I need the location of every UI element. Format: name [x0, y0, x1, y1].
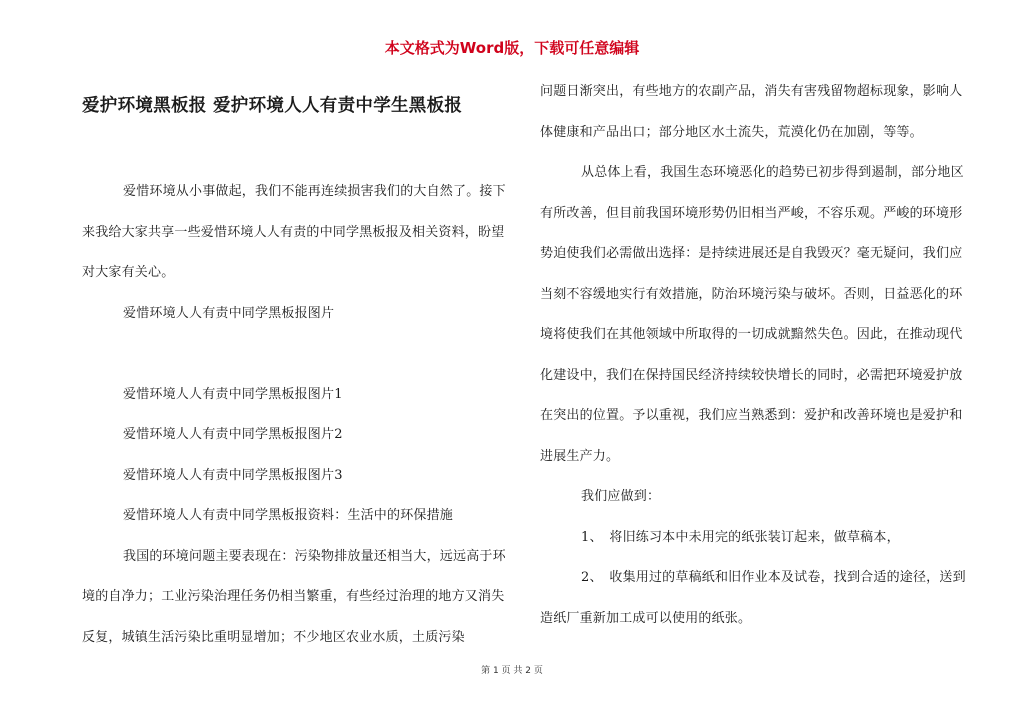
list-item-2: 2、 收集用过的草稿纸和旧作业本及试卷，找到合适的途径，送到造纸厂重新加工成可以使用的纸张。: [540, 570, 966, 626]
page-number-footer: 第 1 页 共 2 页: [481, 666, 543, 676]
edit-notice-banner: 本文格式为Word版，下载可任意编辑: [384, 39, 640, 57]
right-column: [540, 72, 968, 639]
left-column: [82, 172, 512, 658]
problems-paragraph: 我国的环境问题主要表现在：污染物排放量还相当大，远远高于环境的自净力；工业污染治理任务仍相当繁重，有些经过治理的地方又消失反复，城镇生活污染比重明显增加；不少地区农业水质，土质污染: [82, 548, 506, 645]
image-placeholder: [82, 334, 512, 375]
continued-paragraph: 问题日渐突出，有些地方的农副产品，消失有害残留物超标现象，影响人体健康和产品出口；部分地区水土流失，荒漠化仍在加剧，等等。: [540, 84, 963, 140]
document-title: 爱护环境黑板报 爱护环境人人有责中学生黑板报: [82, 96, 463, 116]
intro-paragraph: 爱惜环境从小事做起，我们不能再连续损害我们的大自然了。接下来我给大家共享一些爱惜环境人人有责的中同学黑板报及相关资料，盼望对大家有关心。: [82, 184, 506, 280]
image-caption-main: 爱惜环境人人有责中同学黑板报图片: [123, 305, 335, 321]
image-caption-3: 爱惜环境人人有责中同学黑板报图片3: [123, 467, 343, 483]
material-heading: 爱惜环境人人有责中同学黑板报资料：生活中的环保措施: [123, 508, 454, 523]
image-caption-1: 爱惜环境人人有责中同学黑板报图片1: [123, 386, 343, 402]
should-do-heading: 我们应做到：: [581, 489, 661, 504]
list-item-1: 1、 将旧练习本中未用完的纸张装订起来，做草稿本，: [581, 529, 900, 545]
image-caption-2: 爱惜环境人人有责中同学黑板报图片2: [123, 427, 343, 442]
overall-paragraph: 从总体上看，我国生态环境恶化的趋势已初步得到遏制，部分地区有所改善，但目前我国环境形势仍旧相当严峻，不容乐观。严峻的环境形势迫使我们必需做出选择：是持续进展还是自我毁灭？毫无疑问，我们应当刻不容缓地实行有效措施，防治环境污染与破坏。否则，日益恶化的环境将使我们在其他领域中所取得的一切成就黯然失色。因此，在推动现代化建设中，我们在保持国民经济持续较快增长的同时，必需把环境爱护放在突出的位置。予以重视，我们应当熟悉到：爱护和改善环境也是爱护和进展生产力。: [540, 165, 964, 464]
